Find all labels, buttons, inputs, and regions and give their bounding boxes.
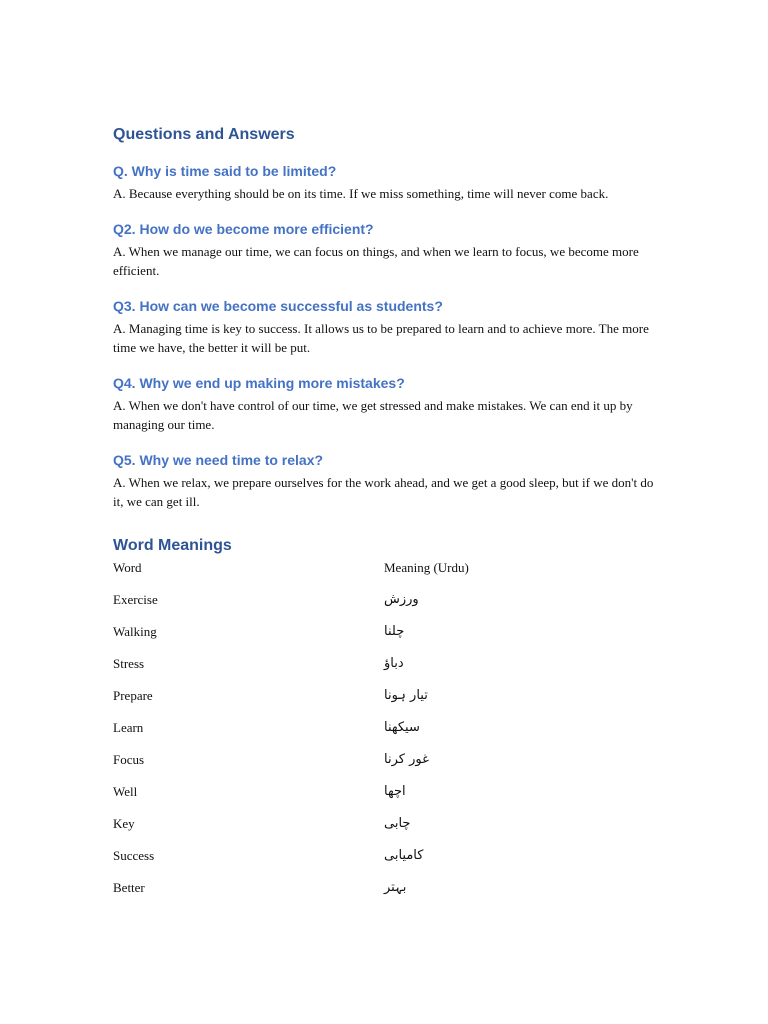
table-row	[113, 783, 655, 815]
qa-item	[113, 450, 655, 511]
word-meanings-heading: Word Meanings	[113, 537, 232, 554]
meaning-cell	[384, 719, 655, 737]
table-row	[113, 751, 655, 783]
column-header-meaning: Meaning (Urdu)	[384, 560, 469, 575]
urdu-meaning: غور کرنا	[384, 752, 429, 767]
answer-text: A. When we manage our time, we can focus on things, and when we learn to focus, we become more efficient.	[113, 244, 639, 278]
answer-text: A. Because everything should be on its time. If we miss something, time will never come back.	[113, 186, 609, 201]
question-heading: Q2. How do we become more efficient?	[113, 221, 374, 237]
urdu-meaning: چابی	[384, 816, 411, 831]
word-cell: Well	[113, 784, 138, 799]
table-row	[113, 687, 655, 719]
word-cell: Exercise	[113, 592, 158, 607]
word-cell: Walking	[113, 624, 157, 639]
answer-text: A. When we relax, we prepare ourselves for the work ahead, and we get a good sleep, but if we don't do it, we can get ill.	[113, 475, 654, 509]
column-header-word: Word	[113, 560, 142, 575]
answer-text: A. Managing time is key to success. It allows us to be prepared to learn and to achieve more. The more time we have, the better it will be put.	[113, 321, 649, 355]
word-cell: Learn	[113, 720, 144, 735]
meaning-cell	[384, 879, 655, 897]
qa-heading: Questions and Answers	[113, 126, 295, 143]
table-row	[113, 591, 655, 623]
table-row	[113, 623, 655, 655]
meaning-cell	[384, 847, 655, 865]
table-header-row	[113, 559, 655, 591]
word-cell: Stress	[113, 656, 145, 671]
question-heading: Q3. How can we become successful as students?	[113, 298, 443, 314]
urdu-meaning: ورزش	[384, 592, 419, 607]
urdu-meaning: دباؤ	[384, 656, 404, 671]
meaning-cell	[384, 591, 655, 609]
qa-item	[113, 296, 655, 357]
qa-item	[113, 373, 655, 434]
document-page	[113, 124, 655, 911]
qa-item	[113, 219, 655, 280]
word-meanings-section	[113, 535, 655, 911]
table-row	[113, 815, 655, 847]
question-heading: Q. Why is time said to be limited?	[113, 163, 337, 179]
word-meanings-table	[113, 559, 655, 911]
meaning-cell	[384, 783, 655, 801]
qa-section	[113, 124, 655, 511]
meaning-cell	[384, 655, 655, 673]
meaning-cell	[384, 687, 655, 705]
word-cell: Success	[113, 848, 155, 863]
word-cell: Better	[113, 880, 145, 895]
urdu-meaning: سیکھنا	[384, 720, 420, 735]
urdu-meaning: تیار ہونا	[384, 688, 428, 703]
qa-item	[113, 161, 655, 203]
urdu-meaning: اچھا	[384, 784, 406, 799]
meaning-cell	[384, 623, 655, 641]
table-row	[113, 847, 655, 879]
word-cell: Prepare	[113, 688, 153, 703]
word-cell: Focus	[113, 752, 145, 767]
urdu-meaning: چلنا	[384, 624, 405, 639]
urdu-meaning: کامیابی	[384, 848, 424, 863]
word-cell: Key	[113, 816, 135, 831]
meaning-cell	[384, 751, 655, 769]
answer-text: A. When we don't have control of our time, we get stressed and make mistakes. We can end it up by managing our time.	[113, 398, 633, 432]
table-row	[113, 655, 655, 687]
table-row	[113, 719, 655, 751]
meaning-cell	[384, 815, 655, 833]
question-heading: Q4. Why we end up making more mistakes?	[113, 375, 405, 391]
question-heading: Q5. Why we need time to relax?	[113, 452, 324, 468]
table-row	[113, 879, 655, 911]
urdu-meaning: بہتر	[384, 880, 407, 895]
